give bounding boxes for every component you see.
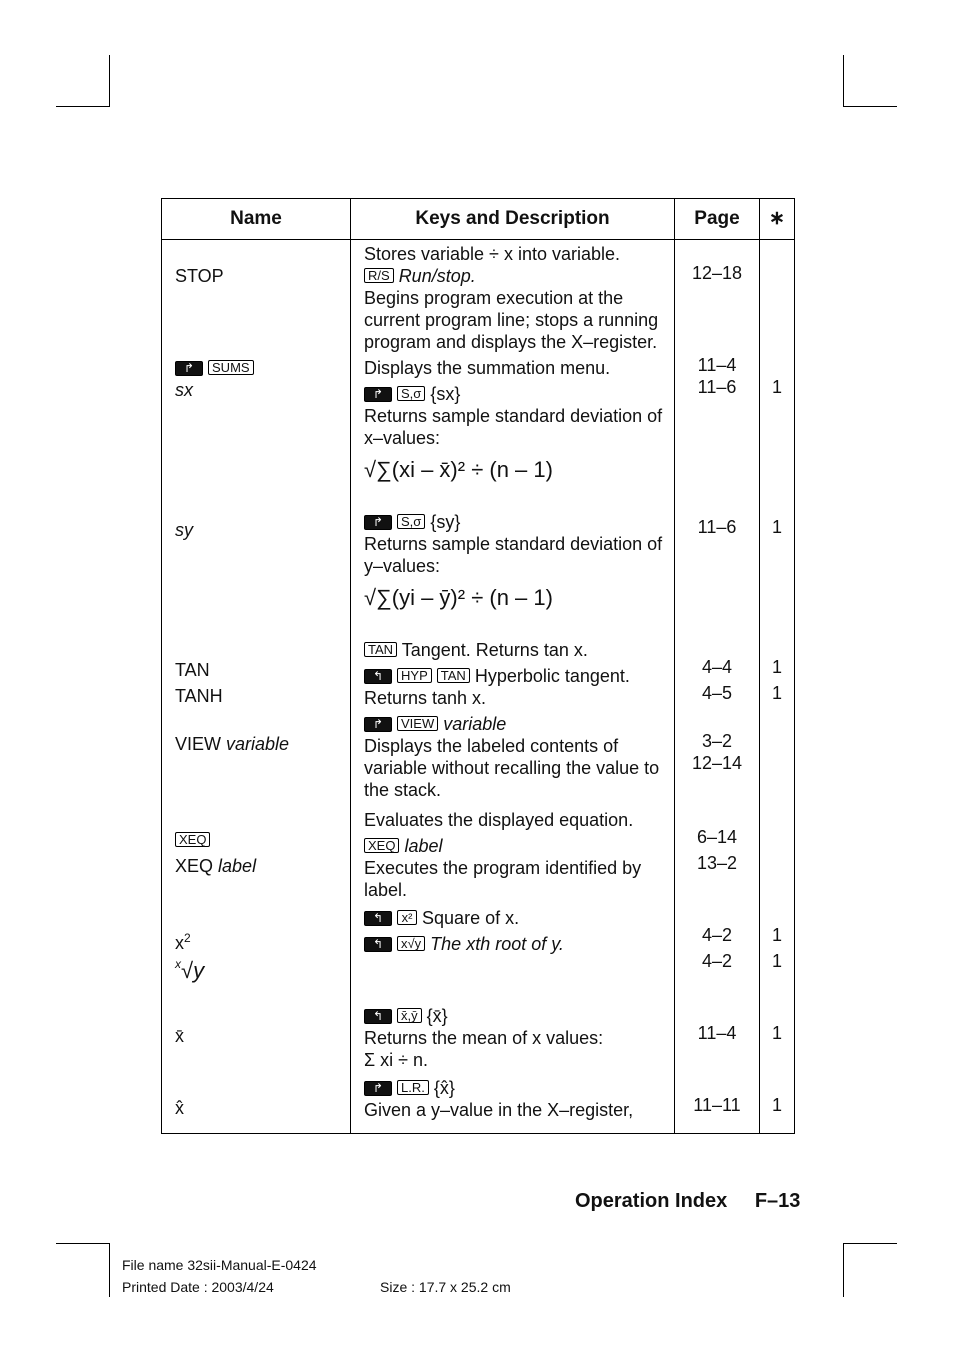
page-ref: 6–14 [696,827,738,847]
left-shift-key-icon: ↰ [364,1009,392,1024]
crop-mark [56,106,110,107]
crop-mark [843,1243,844,1297]
key-sequence: ↱ S,σ {sy} [364,511,668,533]
crop-mark [109,1243,110,1297]
page-number: F–13 [754,1190,801,1212]
key-sequence: TAN Tangent. Returns tan x. [364,639,668,665]
star-flag: 1 [771,1023,782,1043]
entry-name: VIEW variable [175,734,290,754]
entry-name: $x^2$ [175,931,191,953]
description: Returns sample standard deviation of x–values: [364,406,663,448]
page-ref: 13–2 [696,853,738,873]
key-sequence: ↱ L.R. {x̂} [364,1077,668,1099]
entry-name: XEQ [175,829,344,855]
entry-name: x̄ [175,1026,184,1046]
name-column [162,240,351,1134]
page-ref: 11–6 [697,517,737,537]
star-flag: 1 [771,377,782,397]
entry-name: $^x$√y [175,957,205,983]
header-keys: Keys and Description [351,199,675,240]
description: Stores variable ÷ x into variable. [364,244,620,264]
right-shift-key-icon: ↱ [364,717,392,732]
right-shift-key-icon: ↱ [364,387,392,402]
description: Given a y–value in the X–register, [364,1100,634,1120]
key-sequence: ↱ VIEW variable [364,713,668,735]
page-ref: 4–2 [701,925,733,945]
crop-mark [843,106,897,107]
key-sequence: XEQ label [364,835,668,857]
header-page: Page [675,199,760,240]
entry-name: sx [175,380,193,400]
description: Displays the labeled contents of variable without recalling the value to the stack. [364,736,660,800]
star-flag: 1 [771,517,782,537]
description: Evaluates the displayed equation. [364,810,634,830]
operation-index-table [161,198,795,1134]
formula: √∑(xi – x̄)² ÷ (n – 1) [364,457,553,482]
page-footer [575,1190,800,1213]
crop-mark [843,1243,897,1244]
description: Displays the summation menu. [364,358,611,378]
page-ref: 12–14 [691,753,743,773]
description: Returns the mean of x values: [364,1028,604,1048]
description: Begins program execution at the current program line; stops a running program and displays the X–register. [364,288,659,352]
key-sequence: ↰ x√y The xth root of y. [364,933,668,1005]
description: Executes the program identified by label. [364,858,642,900]
run-stop-key: R/S [364,268,394,283]
keys-column [351,240,675,1134]
crop-mark [56,1243,110,1244]
header-star: ∗ [760,199,795,240]
star-flag: 1 [771,951,782,971]
key-sequence: ↰ x² Square of x. [364,907,668,933]
page-ref: 11–4 [697,355,737,375]
entry-name: sy [175,520,193,540]
star-flag: 1 [771,1095,782,1115]
page-ref: 11–4 [697,1023,737,1043]
page-column [675,240,760,1134]
page-size: Size : 17.7 x 25.2 cm [380,1279,511,1295]
page-ref: 11–11 [693,1095,741,1115]
section-title: Operation Index [575,1190,728,1212]
entry-name [175,357,344,379]
file-name: File name 32sii-Manual-E-0424 [122,1257,317,1273]
key-sequence: R/S Run/stop. [364,265,668,287]
left-shift-key-icon: ↰ [364,669,392,684]
right-shift-key-icon: ↱ [364,515,392,530]
entry-name: STOP [175,266,224,286]
right-shift-key-icon: ↱ [175,361,203,376]
printed-date: Printed Date : 2003/4/24 [122,1279,274,1295]
left-shift-key-icon: ↰ [364,937,392,952]
entry-name: TAN [175,660,210,680]
formula: √∑(yi – ȳ)² ÷ (n – 1) [364,585,553,610]
entry-name: TANH [175,686,223,706]
description: Σ xi ÷ n. [364,1050,429,1070]
page-ref: 4–2 [701,951,733,971]
description: Returns sample standard deviation of y–values: [364,534,663,576]
key-sequence: ↱ S,σ {sx} [364,383,668,405]
page-ref: 12–18 [691,263,743,283]
left-shift-key-icon: ↰ [364,911,392,926]
star-flag: 1 [771,657,782,677]
key-sequence: ↰ HYP TAN Hyperbolic tangent. Returns tanh x. [364,666,630,708]
star-flag: 1 [771,925,782,945]
star-flag: 1 [771,683,782,703]
page-ref: 3–2 [701,731,733,751]
entry-name: x̂ [175,1098,184,1118]
page-ref: 4–5 [701,683,733,703]
table-row [162,240,795,1134]
header-name: Name [162,199,351,240]
crop-mark [843,55,844,107]
key-label: SUMS [208,360,254,375]
entry-name: XEQ label [175,856,257,876]
right-shift-key-icon: ↱ [364,1081,392,1096]
key-sequence: ↰ x̄,ȳ {x̄} [364,1005,668,1027]
crop-mark [109,55,110,107]
page-ref: 4–4 [701,657,733,677]
page-ref: 11–6 [697,377,737,397]
star-column [760,240,795,1134]
